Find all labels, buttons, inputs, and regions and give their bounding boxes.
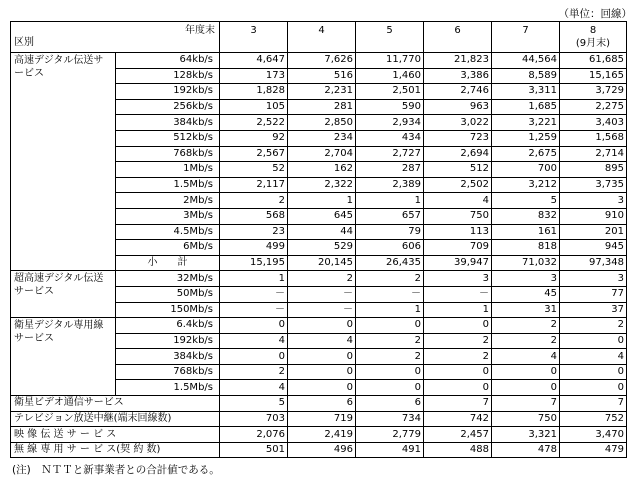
value-cell: 700 (492, 162, 560, 178)
value-cell: － (288, 302, 356, 318)
value-cell: 1,568 (560, 130, 627, 146)
value-cell: 3,221 (492, 115, 560, 131)
value-cell: 0 (424, 364, 492, 380)
value-cell: 79 (356, 224, 424, 240)
value-cell: 703 (220, 411, 288, 427)
value-cell: 3 (560, 193, 627, 209)
value-cell: 0 (424, 380, 492, 396)
value-cell: 2,231 (288, 84, 356, 100)
value-cell: 2,419 (288, 427, 356, 443)
value-cell: 723 (424, 130, 492, 146)
value-cell: 499 (220, 240, 288, 256)
value-cell: 2,714 (560, 146, 627, 162)
row-label: 384kb/s (116, 349, 220, 365)
value-cell: 2 (356, 271, 424, 287)
value-cell: 3,321 (492, 427, 560, 443)
value-cell: 162 (288, 162, 356, 178)
year-value: 6 (454, 25, 461, 36)
value-cell: 44,564 (492, 53, 560, 69)
value-cell: 1 (220, 271, 288, 287)
row-label: 32Mb/s (116, 271, 220, 287)
value-cell: 2,389 (356, 177, 424, 193)
value-cell: 606 (356, 240, 424, 256)
value-cell: 8,589 (492, 68, 560, 84)
row-label: 192kb/s (116, 84, 220, 100)
year-value: 7 (522, 25, 529, 36)
value-cell: 709 (424, 240, 492, 256)
value-cell: 501 (220, 442, 288, 458)
value-cell: 0 (560, 364, 627, 380)
value-cell: 529 (288, 240, 356, 256)
value-cell: 2 (424, 349, 492, 365)
value-cell: 3 (424, 271, 492, 287)
value-cell: 434 (356, 130, 424, 146)
value-cell: 4 (220, 380, 288, 396)
value-cell: 20,145 (288, 255, 356, 271)
value-cell: 2 (288, 271, 356, 287)
year-header (356, 22, 424, 53)
value-cell: 0 (560, 333, 627, 349)
value-cell: 742 (424, 411, 492, 427)
value-cell: 4 (560, 349, 627, 365)
value-cell: 2 (356, 333, 424, 349)
category-cell: 超高速デジタル伝送サービス (11, 271, 116, 318)
value-cell: 963 (424, 99, 492, 115)
year-value: 3 (250, 25, 257, 36)
value-cell: 2 (492, 318, 560, 334)
value-cell: 15,165 (560, 68, 627, 84)
value-cell: 0 (356, 380, 424, 396)
value-cell: 4 (288, 333, 356, 349)
value-cell: 478 (492, 442, 560, 458)
value-cell: 2,076 (220, 427, 288, 443)
value-cell: 2,117 (220, 177, 288, 193)
row-label: 3Mb/s (116, 208, 220, 224)
value-cell: 21,823 (424, 53, 492, 69)
value-cell: 201 (560, 224, 627, 240)
value-cell: 4 (492, 349, 560, 365)
value-cell: 3,311 (492, 84, 560, 100)
row-label: 1.5Mb/s (116, 380, 220, 396)
value-cell: 1,460 (356, 68, 424, 84)
value-cell: 818 (492, 240, 560, 256)
row-label: 2Mb/s (116, 193, 220, 209)
year-header (560, 22, 627, 53)
value-cell: 287 (356, 162, 424, 178)
value-cell: 161 (492, 224, 560, 240)
value-cell: 2,457 (424, 427, 492, 443)
value-cell: 750 (424, 208, 492, 224)
row-label: 小 計 (116, 255, 220, 271)
row-label: 1.5Mb/s (116, 177, 220, 193)
value-cell: － (220, 286, 288, 302)
value-cell: 2 (560, 318, 627, 334)
row-label: 6.4kb/s (116, 318, 220, 334)
value-cell: 0 (288, 349, 356, 365)
value-cell: 488 (424, 442, 492, 458)
value-cell: 0 (220, 349, 288, 365)
value-cell: 512 (424, 162, 492, 178)
value-cell: 39,947 (424, 255, 492, 271)
value-cell: － (356, 286, 424, 302)
value-cell: 2,694 (424, 146, 492, 162)
value-cell: 496 (288, 442, 356, 458)
year-header (492, 22, 560, 53)
value-cell: 4,647 (220, 53, 288, 69)
year-header (288, 22, 356, 53)
row-label: 768kb/s (116, 364, 220, 380)
value-cell: 2 (492, 333, 560, 349)
category-label: 区別 (14, 37, 34, 48)
value-cell: 77 (560, 286, 627, 302)
value-cell: 491 (356, 442, 424, 458)
value-cell: 52 (220, 162, 288, 178)
value-cell: 895 (560, 162, 627, 178)
value-cell: － (424, 286, 492, 302)
row-label: 4.5Mb/s (116, 224, 220, 240)
table-row (11, 271, 627, 287)
year-sub-label: (9月末) (575, 38, 611, 49)
value-cell: 0 (288, 364, 356, 380)
value-cell: 3 (492, 271, 560, 287)
table-row (11, 442, 627, 458)
row-label: 768kb/s (116, 146, 220, 162)
value-cell: 234 (288, 130, 356, 146)
value-cell: 7,626 (288, 53, 356, 69)
value-cell: 2 (220, 364, 288, 380)
table-row (11, 318, 627, 334)
value-cell: 15,195 (220, 255, 288, 271)
value-cell: 4 (220, 333, 288, 349)
value-cell: 568 (220, 208, 288, 224)
value-cell: 7 (560, 396, 627, 412)
value-cell: － (288, 286, 356, 302)
value-cell: 750 (492, 411, 560, 427)
value-cell: 645 (288, 208, 356, 224)
value-cell: 0 (424, 318, 492, 334)
row-label: 衛星ビデオ通信サービス (11, 396, 220, 412)
value-cell: 0 (220, 318, 288, 334)
data-table (10, 21, 627, 458)
year-value: 5 (386, 25, 393, 36)
row-label: 256kb/s (116, 99, 220, 115)
value-cell: 5 (492, 193, 560, 209)
value-cell: 2,850 (288, 115, 356, 131)
row-label: 1Mb/s (116, 162, 220, 178)
value-cell: 45 (492, 286, 560, 302)
value-cell: 281 (288, 99, 356, 115)
value-cell: 945 (560, 240, 627, 256)
row-label: 384kb/s (116, 115, 220, 131)
value-cell: 657 (356, 208, 424, 224)
row-label: テレビジョン放送中継(端末回線数) (11, 411, 220, 427)
value-cell: 1 (356, 302, 424, 318)
value-cell: 832 (492, 208, 560, 224)
value-cell: 590 (356, 99, 424, 115)
row-label: 映 像 伝 送 サ ー ビ ス (11, 427, 220, 443)
value-cell: － (220, 302, 288, 318)
value-cell: 2 (220, 193, 288, 209)
value-cell: 1 (288, 193, 356, 209)
value-cell: 3,022 (424, 115, 492, 131)
year-header (424, 22, 492, 53)
value-cell: 173 (220, 68, 288, 84)
row-label: 512kb/s (116, 130, 220, 146)
value-cell: 6 (288, 396, 356, 412)
value-cell: 97,348 (560, 255, 627, 271)
value-cell: 3,386 (424, 68, 492, 84)
value-cell: 2 (424, 333, 492, 349)
table-row (11, 396, 627, 412)
value-cell: 2,675 (492, 146, 560, 162)
value-cell: 1,259 (492, 130, 560, 146)
row-label: 6Mb/s (116, 240, 220, 256)
value-cell: 2,746 (424, 84, 492, 100)
value-cell: 2 (356, 349, 424, 365)
value-cell: 3,470 (560, 427, 627, 443)
row-label: 無 線 専 用 サ ー ビ ス(契 約 数) (11, 442, 220, 458)
unit-label: （単位：回線） (558, 8, 632, 20)
value-cell: 3,212 (492, 177, 560, 193)
value-cell: 2,522 (220, 115, 288, 131)
value-cell: 516 (288, 68, 356, 84)
value-cell: 1,685 (492, 99, 560, 115)
table-row (11, 411, 627, 427)
value-cell: 734 (356, 411, 424, 427)
category-cell: 高速デジタル伝送サービス (11, 53, 116, 271)
row-label: 192kb/s (116, 333, 220, 349)
value-cell: 26,435 (356, 255, 424, 271)
value-cell: 719 (288, 411, 356, 427)
year-value: 8 (589, 25, 597, 36)
value-cell: 113 (424, 224, 492, 240)
year-header (220, 22, 288, 53)
row-label: 150Mb/s (116, 302, 220, 318)
value-cell: 6 (356, 396, 424, 412)
value-cell: 23 (220, 224, 288, 240)
value-cell: 2,275 (560, 99, 627, 115)
category-cell: 衛星デジタル専用線サービス (11, 318, 116, 396)
value-cell: 5 (220, 396, 288, 412)
table-row (11, 427, 627, 443)
value-cell: 3,729 (560, 84, 627, 100)
footnote: (注) ＮＴＴと新事業者との合計値である。 (12, 464, 220, 476)
value-cell: 0 (356, 318, 424, 334)
value-cell: 0 (288, 380, 356, 396)
row-label: 128kb/s (116, 68, 220, 84)
value-cell: 479 (560, 442, 627, 458)
row-label: 50Mb/s (116, 286, 220, 302)
value-cell: 0 (356, 364, 424, 380)
value-cell: 71,032 (492, 255, 560, 271)
value-cell: 37 (560, 302, 627, 318)
year-end-label: 年度末 (185, 25, 215, 36)
value-cell: 2,704 (288, 146, 356, 162)
value-cell: 2,322 (288, 177, 356, 193)
value-cell: 2,779 (356, 427, 424, 443)
value-cell: 2,502 (424, 177, 492, 193)
value-cell: 3,735 (560, 177, 627, 193)
value-cell: 1,828 (220, 84, 288, 100)
value-cell: 0 (492, 364, 560, 380)
value-cell: 910 (560, 208, 627, 224)
value-cell: 0 (492, 380, 560, 396)
value-cell: 4 (424, 193, 492, 209)
header-row (11, 22, 627, 53)
value-cell: 31 (492, 302, 560, 318)
value-cell: 2,727 (356, 146, 424, 162)
value-cell: 7 (492, 396, 560, 412)
value-cell: 3 (560, 271, 627, 287)
value-cell: 92 (220, 130, 288, 146)
value-cell: 2,567 (220, 146, 288, 162)
corner-header (11, 22, 220, 53)
value-cell: 105 (220, 99, 288, 115)
value-cell: 0 (288, 318, 356, 334)
value-cell: 1 (424, 302, 492, 318)
table-row (11, 53, 627, 69)
value-cell: 61,685 (560, 53, 627, 69)
value-cell: 3,403 (560, 115, 627, 131)
value-cell: 11,770 (356, 53, 424, 69)
value-cell: 752 (560, 411, 627, 427)
value-cell: 1 (356, 193, 424, 209)
value-cell: 2,501 (356, 84, 424, 100)
value-cell: 0 (560, 380, 627, 396)
year-value: 4 (318, 25, 325, 36)
row-label: 64kb/s (116, 53, 220, 69)
value-cell: 44 (288, 224, 356, 240)
value-cell: 7 (424, 396, 492, 412)
value-cell: 2,934 (356, 115, 424, 131)
